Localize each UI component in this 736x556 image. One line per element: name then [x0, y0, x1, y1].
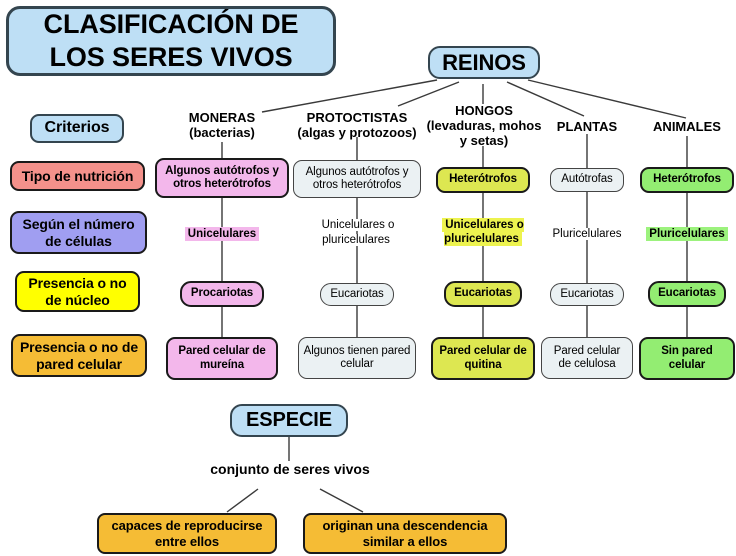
highlighted-text: Unicelulares o pluricelulares	[444, 219, 524, 246]
plantas-cellularity-label	[532, 227, 642, 242]
hongos-nucleus-box: Eucariotas	[444, 281, 522, 307]
kingdom-subtitle: (bacterias)	[189, 124, 255, 140]
kingdom-header-animales	[640, 120, 734, 135]
kingdom-header-plantas	[547, 120, 627, 135]
kingdom-header-hongos	[423, 104, 545, 149]
hongos-wall-box: Pared celular de quitina	[431, 337, 535, 380]
animales-cellularity-label	[632, 227, 736, 241]
kingdom-subtitle: (algas y protozoos)	[297, 124, 417, 140]
criterios-label: Criterios	[30, 114, 124, 143]
moneras-nutrition-box: Algunos autótrofos y otros heterótrofos	[155, 158, 289, 198]
especie-box: ESPECIE	[230, 404, 348, 437]
animales-nutrition-box: Heterótrofos	[640, 167, 734, 193]
kingdom-name: PLANTAS	[556, 119, 618, 134]
plain-text: Unicelulares o pluricelulares	[321, 219, 395, 246]
kingdom-header-protoctistas	[282, 111, 432, 141]
kingdom-name: MONERAS	[188, 110, 256, 125]
title-box: CLASIFICACIÓN DE LOS SERES VIVOS	[6, 6, 336, 76]
kingdom-name: PROTOCTISTAS	[306, 110, 408, 125]
criterion-nutrition: Tipo de nutrición	[10, 161, 145, 191]
protoctistas-nutrition-box: Algunos autótrofos y otros heterótrofos	[293, 160, 421, 198]
kingdom-name: ANIMALES	[653, 119, 721, 134]
kingdom-name: HONGOS	[455, 103, 513, 118]
protoctistas-nucleus-box: Eucariotas	[320, 283, 394, 306]
animales-nucleus-box: Eucariotas	[648, 281, 726, 307]
especie-definition: conjunto de seres vivos	[210, 461, 370, 477]
moneras-cellularity-label	[162, 227, 282, 241]
plain-text: Pluricelulares	[552, 228, 622, 240]
plantas-nucleus-box: Eucariotas	[550, 283, 624, 306]
highlighted-text: Unicelulares	[185, 227, 259, 241]
hongos-cellularity-label	[428, 218, 538, 247]
criterion-cell-wall: Presencia o no de pared celular	[11, 334, 147, 377]
criterion-nucleus: Presencia o no de núcleo	[15, 271, 140, 312]
reinos-box: REINOS	[428, 46, 540, 79]
trait-reproduce-box: capaces de reproducirse entre ellos	[97, 513, 277, 554]
moneras-wall-box: Pared celular de mureína	[166, 337, 278, 380]
plantas-wall-box: Pared celular de celulosa	[541, 337, 633, 379]
protoctistas-cellularity-label	[302, 218, 412, 248]
hongos-nutrition-box: Heterótrofos	[436, 167, 530, 193]
plantas-nutrition-box: Autótrofas	[550, 168, 624, 192]
protoctistas-wall-box: Algunos tienen pared celular	[298, 337, 416, 379]
criterion-cell-number: Según el número de células	[10, 211, 147, 254]
animales-wall-box: Sin pared celular	[639, 337, 735, 380]
trait-offspring-box: originan una descendencia similar a ellos	[303, 513, 507, 554]
highlighted-text: Pluricelulares	[646, 227, 727, 241]
kingdom-subtitle: (levaduras, mohos y setas)	[426, 117, 542, 148]
moneras-nucleus-box: Procariotas	[180, 281, 264, 307]
kingdom-header-moneras	[172, 111, 272, 141]
